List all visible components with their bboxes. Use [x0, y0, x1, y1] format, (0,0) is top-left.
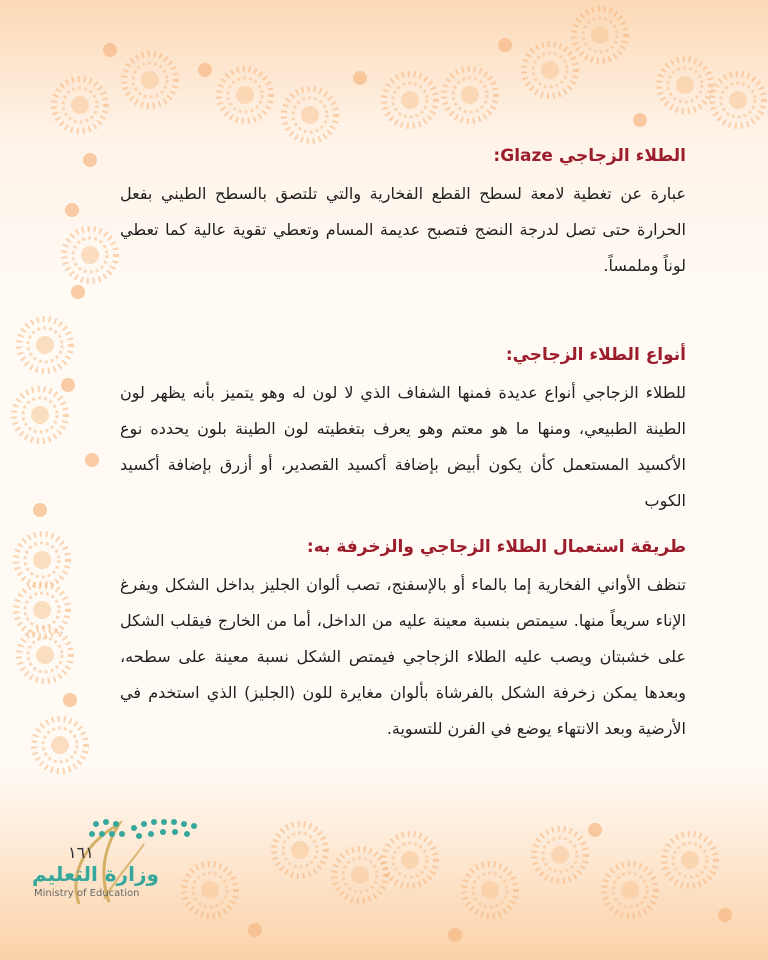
page-number: ١٦١: [68, 843, 94, 862]
section-heading-glaze: الطلاء الزجاجي Glaze:: [493, 146, 686, 166]
section-heading-glaze-method: طريقة استعمال الطلاء الزجاجي والزخرفة به:: [306, 537, 686, 557]
ministry-name-english: Ministry of Education: [34, 888, 140, 899]
section-heading-glaze-types: أنواع الطلاء الزجاجي:: [505, 345, 686, 365]
ministry-name-arabic: وزارة التعليم: [32, 862, 159, 886]
section-text-glaze-types: للطلاء الزجاجي أنواع عديدة فمنها الشفاف الذي لا لون له وهو يتميز بأنه يظهر لون الطينة الطبيعي، ومنها ما هو معتم وهو يعرف بتغطيته لون الطينة بلون يحدده نوع الأكسيد المستعمل كأن يكون أبيض بإضافة أكسيد القصدير، أو أزرق بإضافة أكسيد الكوب: [120, 383, 686, 510]
section-text-glaze: عبارة عن تغطية لامعة لسطح القطع الفخارية والتي تلتصق بالسطح الطيني بفعل الحرارة حتى تصل لدرجة النضج فتصبح عديمة المسام وتعطي تقوية عالية كما تعطي لوناً وملمساً.: [120, 184, 686, 275]
section-text-glaze-method: تنظف الأواني الفخارية إما بالماء أو بالإسفنج، تصب ألوان الجليز بداخل الشكل ويفرغ الإناء سريعاً منها. سيمتص بنسبة معينة عليه من الداخل، أما من الخارج فيقلب الشكل على خشبتان ويصب عليه الطلاء الزجاجي فيمتص الشكل نسبة معينة على سطحه، وبعدها يمكن زخرفة الشكل بالفرشاة بألوان مغايرة للون (الجليز) الذي استخدم في الأرضية وبعد الانتهاء يوضع في الفرن للتسوية.: [120, 575, 686, 738]
